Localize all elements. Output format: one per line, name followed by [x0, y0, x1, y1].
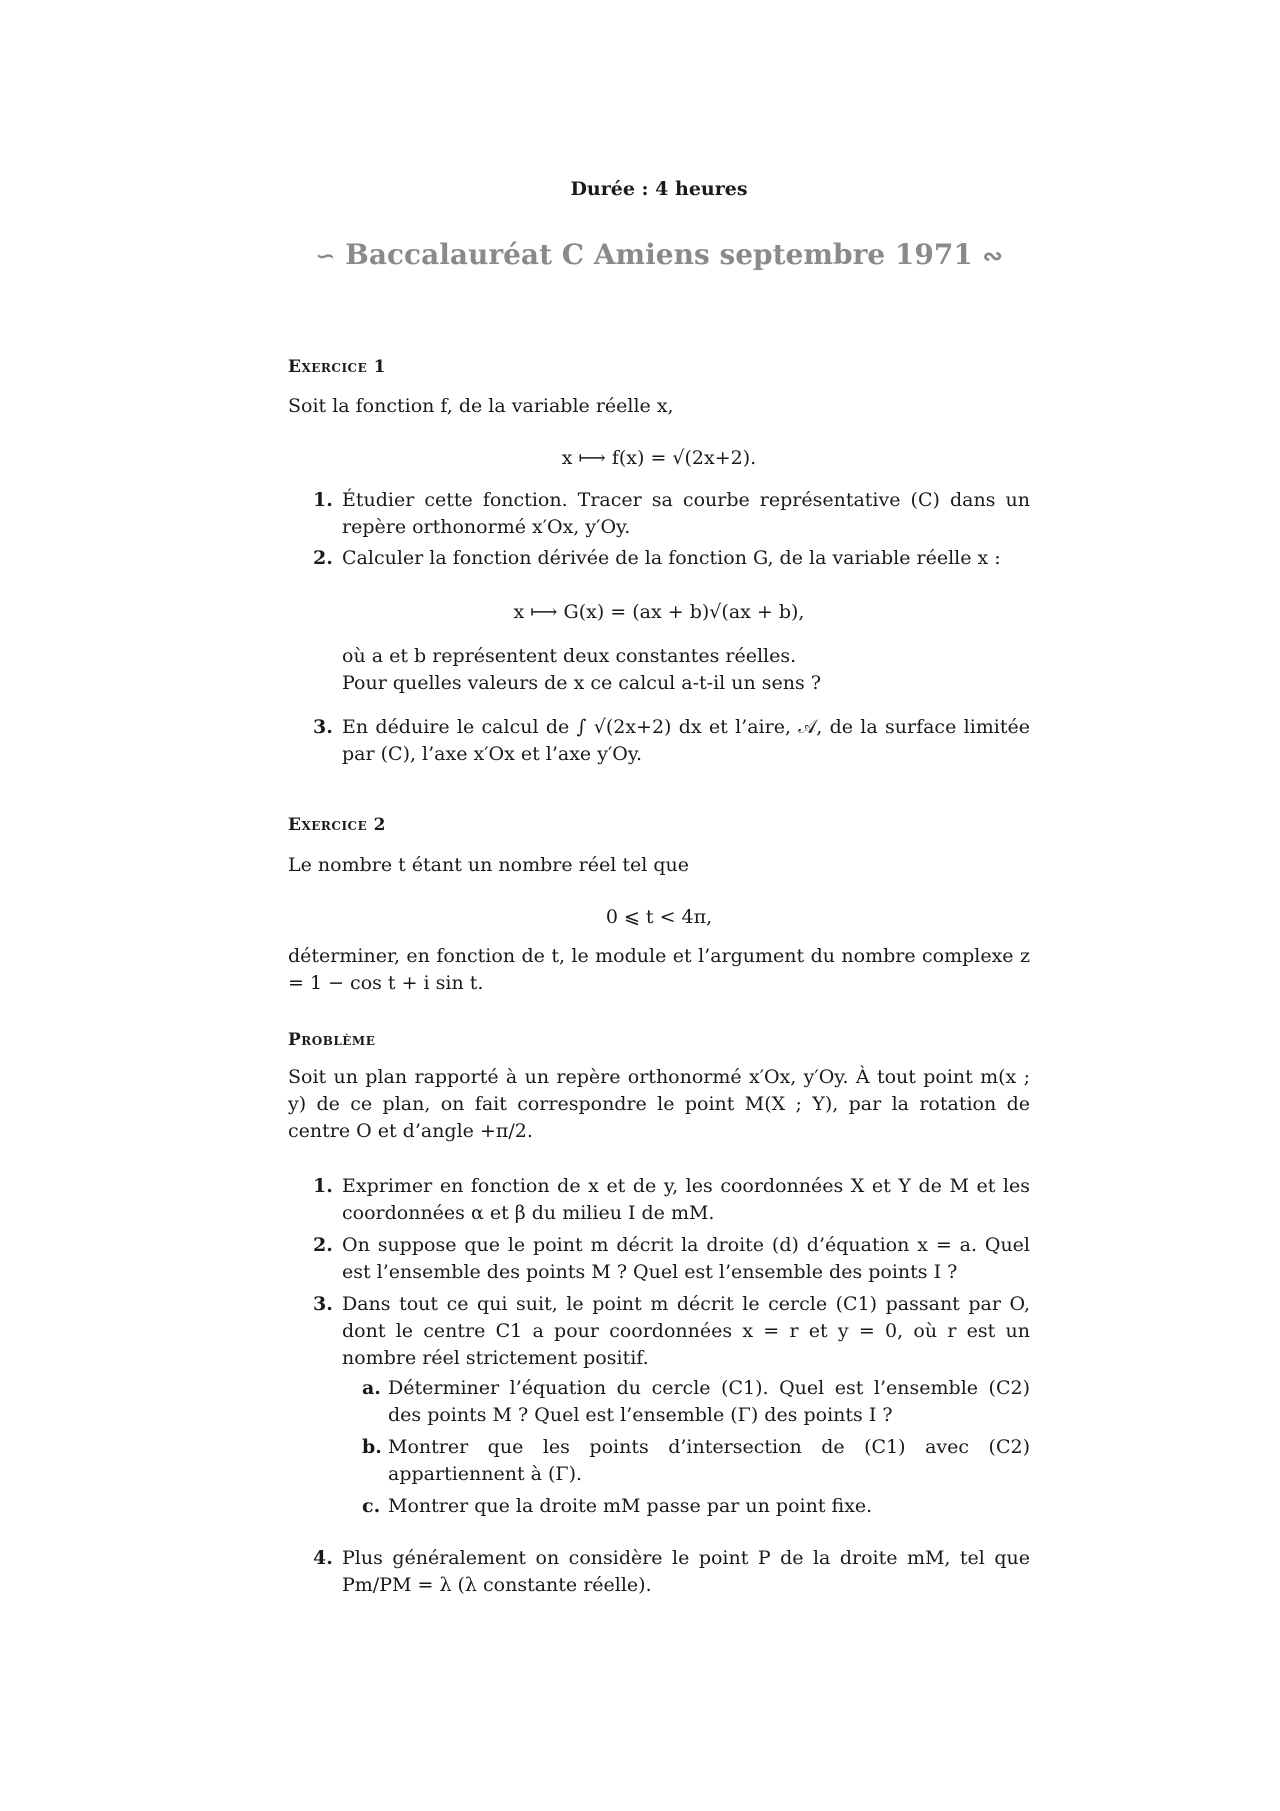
- page-title: [288, 238, 1030, 271]
- ex1-q3-number: 3.: [313, 716, 333, 738]
- pb-q3b-number: b.: [362, 1436, 382, 1458]
- exercise-2-formula: 0 ⩽ t < 4π,: [605, 906, 713, 928]
- problem-heading: Problème: [288, 1030, 376, 1050]
- exercise-2-heading: Exercice 2: [288, 815, 386, 835]
- exercise-2-intro: Le nombre t étant un nombre réel tel que: [288, 854, 689, 876]
- exercise-1-formula: x ⟼ f(x) = √(2x+2).: [561, 447, 757, 469]
- pb-q3a-number: a.: [362, 1377, 381, 1399]
- pb-q3c-text: Montrer que la droite mM passe par un point fixe.: [388, 1495, 873, 1517]
- exercise-1-heading: Exercice 1: [288, 357, 386, 377]
- ex1-q1-number: 1.: [313, 489, 333, 511]
- pb-q2-number: 2.: [313, 1234, 333, 1256]
- ex1-q2-after-1: où a et b représentent deux constantes réelles.: [342, 645, 797, 667]
- ex1-q2-after-2: Pour quelles valeurs de x ce calcul a-t-il un sens ?: [342, 672, 822, 694]
- pb-q1-number: 1.: [313, 1175, 333, 1197]
- ex1-q2-formula: x ⟼ G(x) = (ax + b)√(ax + b),: [513, 601, 805, 623]
- ornament-left-icon: ∽: [315, 241, 336, 270]
- pb-q4-text: Plus généralement on considère le point P de la droite mM, tel que Pm/PM = λ (λ constante réelle).: [342, 1547, 1030, 1596]
- duration: Durée : 4 heures: [570, 178, 748, 200]
- pb-q2-text: On suppose que le point m décrit la droite (d) d’équation x = a. Quel est l’ensemble des points M ? Quel est l’ensemble des points I ?: [342, 1234, 1030, 1283]
- ex1-q2-number: 2.: [313, 547, 333, 569]
- pb-q3-text: Dans tout ce qui suit, le point m décrit le cercle (C1) passant par O, dont le centre C1 a pour coordonnées x = r et y = 0, où r est un nombre réel strictement positif.: [342, 1293, 1030, 1369]
- title-text: Baccalauréat C Amiens septembre 1971: [345, 238, 973, 271]
- pb-q3-number: 3.: [313, 1293, 333, 1315]
- pb-q4-number: 4.: [313, 1547, 333, 1569]
- ex1-q3-text: En déduire le calcul de ∫ √(2x+2) dx et l’aire, 𝒜, de la surface limitée par (C), l’axe x′Ox et l’axe y′Oy.: [342, 716, 1030, 765]
- pb-q1-text: Exprimer en fonction de x et de y, les coordonnées X et Y de M et les coordonnées α et β du milieu I de mM.: [342, 1175, 1030, 1224]
- ex1-q2-text: Calculer la fonction dérivée de la fonction G, de la variable réelle x :: [342, 547, 1001, 569]
- ex1-q1-text: Étudier cette fonction. Tracer sa courbe représentative (C) dans un repère orthonormé x′Ox, y′Oy.: [342, 489, 1030, 538]
- problem-intro: Soit un plan rapporté à un repère orthonormé x′Ox, y′Oy. À tout point m(x ; y) de ce plan, on fait correspondre le point M(X ; Y), par la rotation de centre O et d’angle +π/2.: [288, 1066, 1030, 1142]
- exercise-2-text: déterminer, en fonction de t, le module et l’argument du nombre complexe z = 1 − cos t + i sin t.: [288, 945, 1030, 994]
- exercise-1-intro: Soit la fonction f, de la variable réelle x,: [288, 395, 674, 417]
- pb-q3a-text: Déterminer l’équation du cercle (C1). Quel est l’ensemble (C2) des points M ? Quel est l’ensemble (Γ) des points I ?: [388, 1377, 1030, 1426]
- pb-q3b-text: Montrer que les points d’intersection de (C1) avec (C2) appartiennent à (Γ).: [388, 1436, 1030, 1485]
- ornament-right-icon: ∾: [982, 241, 1003, 270]
- pb-q3c-number: c.: [362, 1495, 381, 1517]
